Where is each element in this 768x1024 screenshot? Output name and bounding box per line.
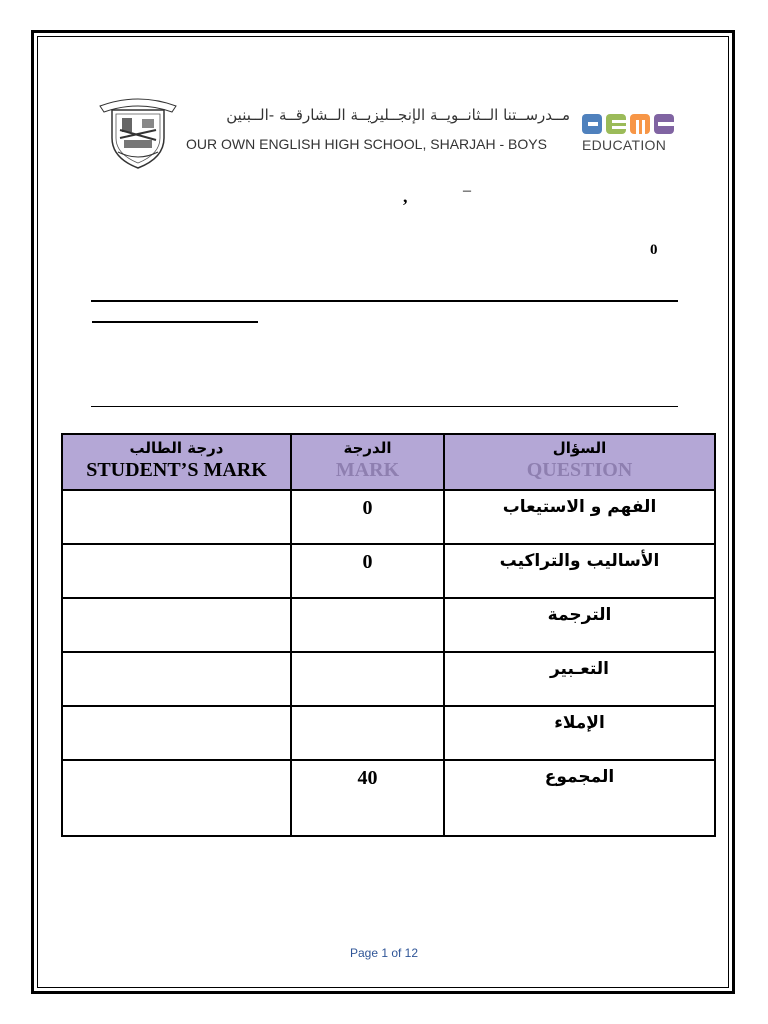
page-number: Page 1 of 12 [349,946,419,960]
question-cell: الترجمة [444,598,715,652]
mark-header-ar: الدرجة [343,439,392,457]
student-mark-header [62,434,291,490]
gems-logo-icon [582,112,674,136]
section-line [91,406,678,407]
table-row [62,544,715,598]
question-cell: الأساليب والتراكيب [444,544,715,598]
table-row [62,652,715,706]
question-cell: التعـبير [444,652,715,706]
table-row [62,598,715,652]
school-crest-icon [96,92,180,170]
mark-cell: 40 [291,760,444,836]
student-mark-cell[interactable] [62,706,291,760]
question-cell: الفهم و الاستيعاب [444,490,715,544]
table-row-total [62,760,715,836]
student-mark-header-ar: درجة الطالب [129,439,224,457]
top-zero: 0 [650,242,658,258]
student-mark-cell[interactable] [62,760,291,836]
question-header-en: QUESTION [526,459,633,481]
date-dash: – [463,182,471,199]
school-name-english: OUR OWN ENGLISH HIGH SCHOOL, SHARJAH - BOYS [186,136,547,152]
student-mark-cell[interactable] [62,598,291,652]
school-name-arabic: مــدرســتنا الــثانــويــة الإنجــليزيــة الــشارقــة -الــبنين [226,106,570,124]
marks-table [61,433,716,837]
mark-header-en: MARK [335,459,400,481]
name-line [91,300,678,302]
student-mark-cell[interactable] [62,652,291,706]
question-header [444,434,715,490]
question-header-ar: السؤال [552,439,607,457]
mark-header [291,434,444,490]
short-line [92,321,258,323]
table-row [62,490,715,544]
student-mark-header-en: STUDENT’S MARK [86,459,267,481]
gems-education-label: EDUCATION [582,137,667,153]
mark-cell [291,706,444,760]
table-row [62,706,715,760]
question-cell: الإملاء [444,706,715,760]
student-mark-cell[interactable] [62,544,291,598]
student-mark-cell[interactable] [62,490,291,544]
mark-cell [291,652,444,706]
table-header-row [62,434,715,490]
question-cell: المجموع [444,760,715,836]
date-comma: , [403,186,408,206]
mark-cell: 0 [291,544,444,598]
mark-cell [291,598,444,652]
mark-cell: 0 [291,490,444,544]
